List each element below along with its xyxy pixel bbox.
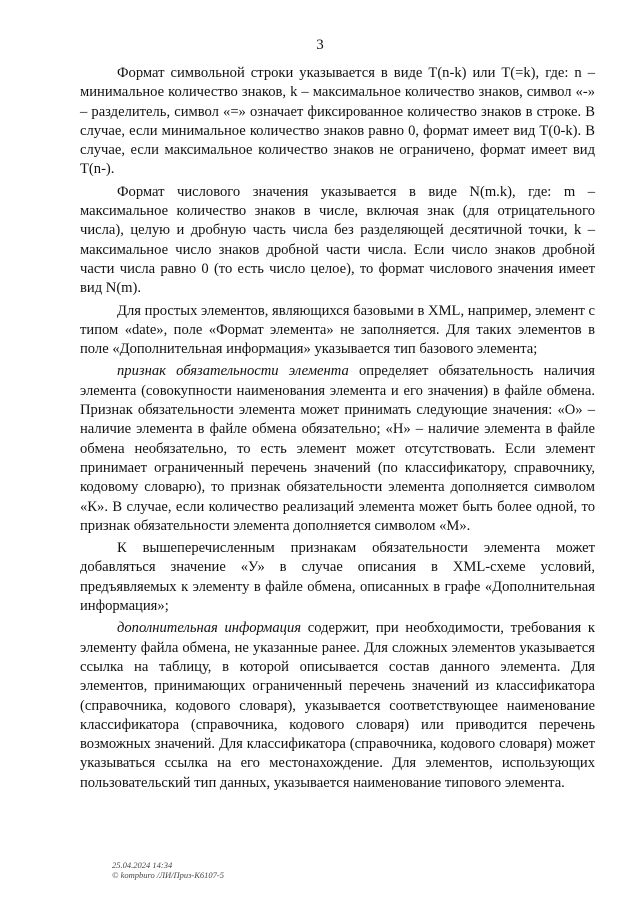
document-body — [80, 64, 595, 796]
paragraph-text: К вышеперечисленным признакам обязательности элемента может добавляться значение «У» в случае описания в XML-схеме условий, предъявляемых к элементу в файле обмена, описанных в графе «Дополнительная информация»; — [80, 540, 595, 615]
paragraph-obligation-flag — [80, 362, 595, 536]
paragraph-number-format — [80, 183, 595, 299]
paragraph-text: определяет обязательность наличия элемента (совокупности наименования элемента и его значения) в файле обмена. Признак обязательности элемента может принимать следующие значения: «О» – наличие элемента в файле обмена обязательно; «Н» – наличие элемента в файле обмена необязательно, то есть элемент может отсутствовать. Если элемент принимает ограниченный перечень значений (по классификатору, справочнику, кодовому словарю), то признак обязательности элемента дополняется символом «К». В случае, если количество реализаций элемента может быть более одной, то признак обязательности элемента дополняется символом «М». — [80, 363, 595, 534]
footer-document-code: © kompburo /ЛИ/Приз-К6107-5 — [112, 870, 224, 880]
footer-stamp — [112, 860, 224, 880]
paragraph-additional-flag — [80, 539, 595, 616]
footer-timestamp: 25.04.2024 14:34 — [112, 860, 173, 870]
term-obligation-flag: признак обязательности элемента — [117, 363, 349, 380]
term-additional-info: дополнительная информация — [117, 620, 302, 637]
page-number: 3 — [316, 37, 324, 53]
paragraph-text: Для простых элементов, являющихся базовыми в XML, например, элемент с типом «date», поле «Формат элемента» не заполняется. Для таких элементов в поле «Дополнительная информация» указывается тип базового элемента; — [80, 302, 595, 358]
paragraph-text: Формат символьной строки указывается в виде T(n-k) или T(=k), где: n – минимальное количество знаков, k – максимальное количество знаков, символ «-» – разделитель, символ «=» означает фиксированное количество знаков в строке. В случае, если минимальное количество знаков равно 0, формат имеет вид T(0-k). В случае, если максимальное количество знаков не ограничено, формат имеет вид T(n-). — [80, 65, 595, 178]
paragraph-string-format — [80, 64, 595, 180]
paragraph-text: содержит, при необходимости, требования к элементу файла обмена, не указанные ранее. Для сложных элементов указывается ссылка на таблицу, в которой описывается состав данного элемента. Для элементов, принимающих ограниченный перечень значений из классификатора (справочника, кодового словаря), указывается соответствующее наименование классификатора (справочника, кодового словаря) или приводится перечень возможных значений. Для классификатора (справочника, кодового словаря) может указываться ссылка на его местонахождение. Для элементов, использующих пользовательский тип данных, указывается наименование типового элемента. — [80, 620, 595, 791]
paragraph-simple-elements — [80, 302, 595, 360]
paragraph-text: Формат числового значения указывается в виде N(m.k), где: m – максимальное количество знаков в числе, включая знак (для отрицательного числа), целую и дробную часть числа без разделяющей десятичной точки, k – максимальное число знаков дробной части числа. Если число знаков дробной части числа равно 0 (то есть число целое), то формат числового значения имеет вид N(m). — [80, 183, 595, 297]
paragraph-additional-info — [80, 619, 595, 793]
